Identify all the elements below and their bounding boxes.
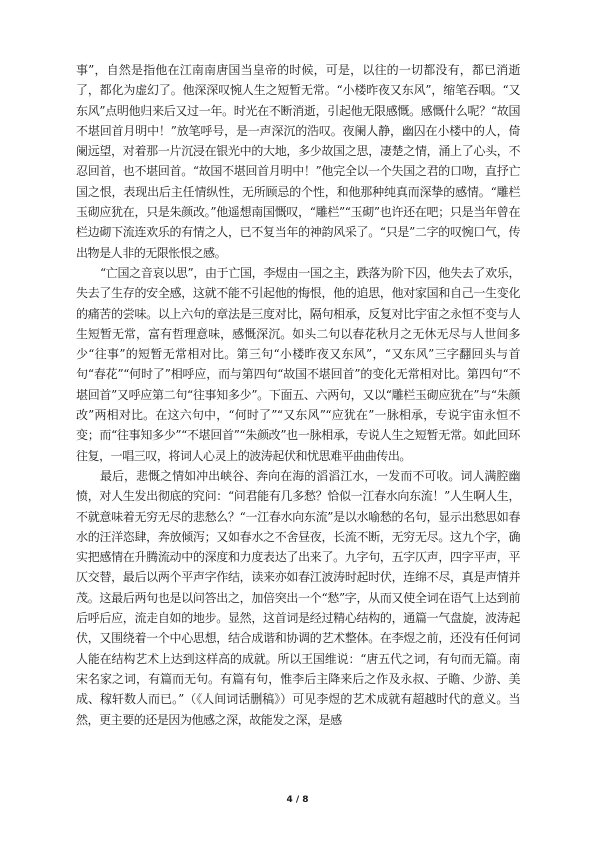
paragraph: 最后，悲慨之情如冲出峡谷、奔向在海的滔滔江水，一发而不可收。词人满腔幽愤，对人生发出彻底的究问：“问君能有几多愁？恰似一江春水向东流！”人生啊人生，不就意味着无穷无尽的悲愁么？“一江春水向东流”是以水喻愁的名句，显示出愁思如春水的汪洋恣肆，奔放倾泻；又如春水之不舍昼夜，长流不断，无穷无尽。这九个字，确实把感情在升腾流动中的深度和力度表达了出来了。九字句，五字仄声，四字平声，平仄交替，最后以两个平声字作结，读来亦如春江波涛时起时伏，连绵不尽，真是声情并茂。这最后两句也是以问答出之，加倍突出一个“愁”字，从而又使全词在语气上达到前后呼后应，流走自如的地步。显然，这首词是经过精心结构的，通篇一气盘旋，波涛起伏，又围绕着一个中心思想，结合成谐和协调的艺术整体。在李煜之前，还没有任何词人能在结构艺术上达到这样高的成就。所以王国维说：“唐五代之词，有句而无篇。南宋名家之词，有篇而无句。有篇有句，惟李后主降来后之作及永叔、子瞻、少游、美成、稼轩数人而已。”（《人间词话删稿》）可见李煜的艺术成就有超越时代的意义。当然，更主要的还是因为他感之深，故能发之深，是感 [76,468,520,727]
paragraph: “亡国之音哀以思”，由于亡国，李煜由一国之主，跌落为阶下囚，他失去了欢乐，失去了生存的安全感，这就不能不引起他的悔恨，他的追思，他对家国和自己一生变化的痛苦的尝味。以上六句的章法是三度对比，隔句相承，反复对比宇宙之永恒不变与人生短暂无常，富有哲理意味，感慨深沉。如头二句以春花秋月之无休无尽与人世间多少“往事”的短暂无常相对比。第三句“小楼昨夜又东风”，“又东风”三字翻回头与首句“春花”“何时了”相呼应，而与第四句“故国不堪回首”的变化无常相对比。第四句“不堪回首”又呼应第二句“往事知多少”。下面五、六两句，又以“雕栏玉砌应犹在”与“朱颜改”两相对比。在这六句中，“何时了”“又东风”“应犹在”一脉相承，专说宇宙永恒不变；而“往事知多少”“不堪回首”“朱颜改”也一脉相承，专说人生之短暂无常。如此回环往复，一唱三叹，将词人心灵上的波涛起伏和忧思难平曲曲传出。 [76,265,520,463]
paragraph-continued: 事”，自然是指他在江南南唐国当皇帝的时候，可是，以往的一切都没有，都已消逝了，都化为虚幻了。他深深叹惋人生之短暂无常。“小楼昨夜又东风”，缩笔吞咽。“又东风”点明他归来后又过一年。时光在不断消逝，引起他无限感慨。感慨什么呢？“故国不堪回首月明中！”放笔呼号，是一声深沉的浩叹。夜阑人静，幽囚在小楼中的人，倚阑远望，对着那一片沉浸在银光中的大地，多少故国之思，凄楚之情，涌上了心头，不忍回首，也不堪回首。“故国不堪回首月明中！”他完全以一个失国之君的口吻，直抒亡国之恨，表现出后主任情纵性，无所顾忌的个性，和他那种纯真而深挚的感情。“雕栏玉砌应犹在，只是朱颜改。”他遥想南国慨叹，“雕栏”“玉砌”也许还在吧；只是当年曾在栏边砌下流连欢乐的有情之人，已不复当年的神韵风采了。“只是”二字的叹惋口气，传出物是人非的无限怅恨之感。 [76,63,520,260]
article-body [76,60,520,730]
page-number: 4 / 8 [286,795,309,805]
